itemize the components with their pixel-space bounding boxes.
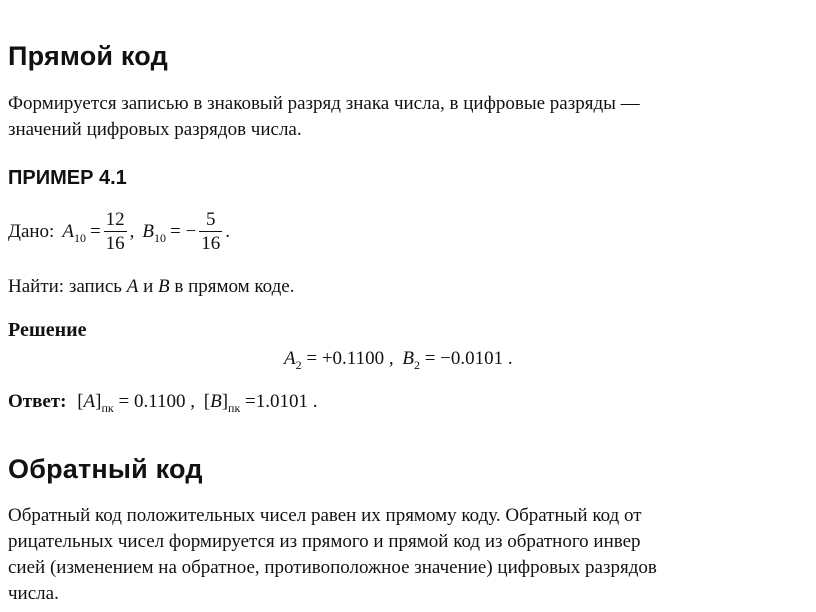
sol-b-value: = −0.0101 . [424, 348, 513, 369]
section-title-inverse-code: Обратный код [8, 454, 203, 484]
example-title: ПРИМЕР 4.1 [8, 167, 127, 189]
section2-line-3: сией (изменением на обратное, противоположное значение) цифровых разрядов [8, 557, 657, 578]
answer-b-value: =1.0101 . [245, 391, 318, 412]
fraction-a-denominator: 16 [105, 232, 125, 254]
subscript-pk: пк [101, 401, 114, 415]
section2-line-1: Обратный код положительных чисел равен их прямому коду. Обратный код от [8, 505, 642, 526]
section-title-direct-code: Прямой код [8, 41, 168, 71]
fraction-a [104, 209, 127, 256]
answer-var-b: B [210, 391, 222, 412]
var-b: B [142, 221, 155, 242]
sol-var-a: A [284, 348, 296, 369]
find-var-a: A [126, 276, 139, 297]
subscript-2: 2 [295, 358, 302, 372]
section-paragraph-line-1: Формируется записью в знаковый разряд знака числа, в цифровые разряды — [8, 93, 640, 114]
find-text-1: Найти: запись [8, 276, 122, 297]
section2-line-4: числа. [8, 583, 59, 604]
solution-label: Решение [8, 319, 87, 341]
sol-a-value: = +0.1100 , [306, 348, 394, 369]
section-paragraph-line-2: значений цифровых разрядов числа. [8, 119, 302, 140]
find-var-b: B [157, 276, 170, 297]
subscript-2: 2 [413, 358, 420, 372]
fraction-b-numerator: 5 [205, 208, 216, 230]
answer-var-a: A [83, 391, 96, 412]
answer-line: Ответ: $[A]_{пк} = 0.1100$ , $[B]_{пк} =1.0101$ . [8, 391, 318, 415]
given-label: Дано: [8, 221, 55, 242]
find-text-2: в прямом коде. [174, 276, 295, 297]
find-line [8, 276, 294, 298]
find-and: и [143, 276, 154, 297]
subscript-10: 10 [73, 231, 86, 245]
answer-a-value: = 0.1100 , [118, 391, 196, 412]
solution-formula [284, 348, 513, 370]
subscript-pk: пк [228, 401, 241, 415]
var-a: A [62, 221, 74, 242]
fraction-b-denominator: 16 [201, 232, 221, 254]
fraction-a-numerator: 12 [105, 208, 125, 230]
subscript-10: 10 [154, 231, 167, 245]
sol-var-b: B [402, 348, 414, 369]
answer-label: Ответ: [8, 391, 67, 412]
section2-line-2: рицательных чисел формируется из прямого и прямой код из обратного инвер [8, 531, 641, 552]
fraction-b [199, 209, 222, 256]
given-line: Дано: $A_{10}$ = $\frac{12}{16}$ , $B_{10}$ = − $\frac{5}{16}$ . [8, 208, 230, 254]
